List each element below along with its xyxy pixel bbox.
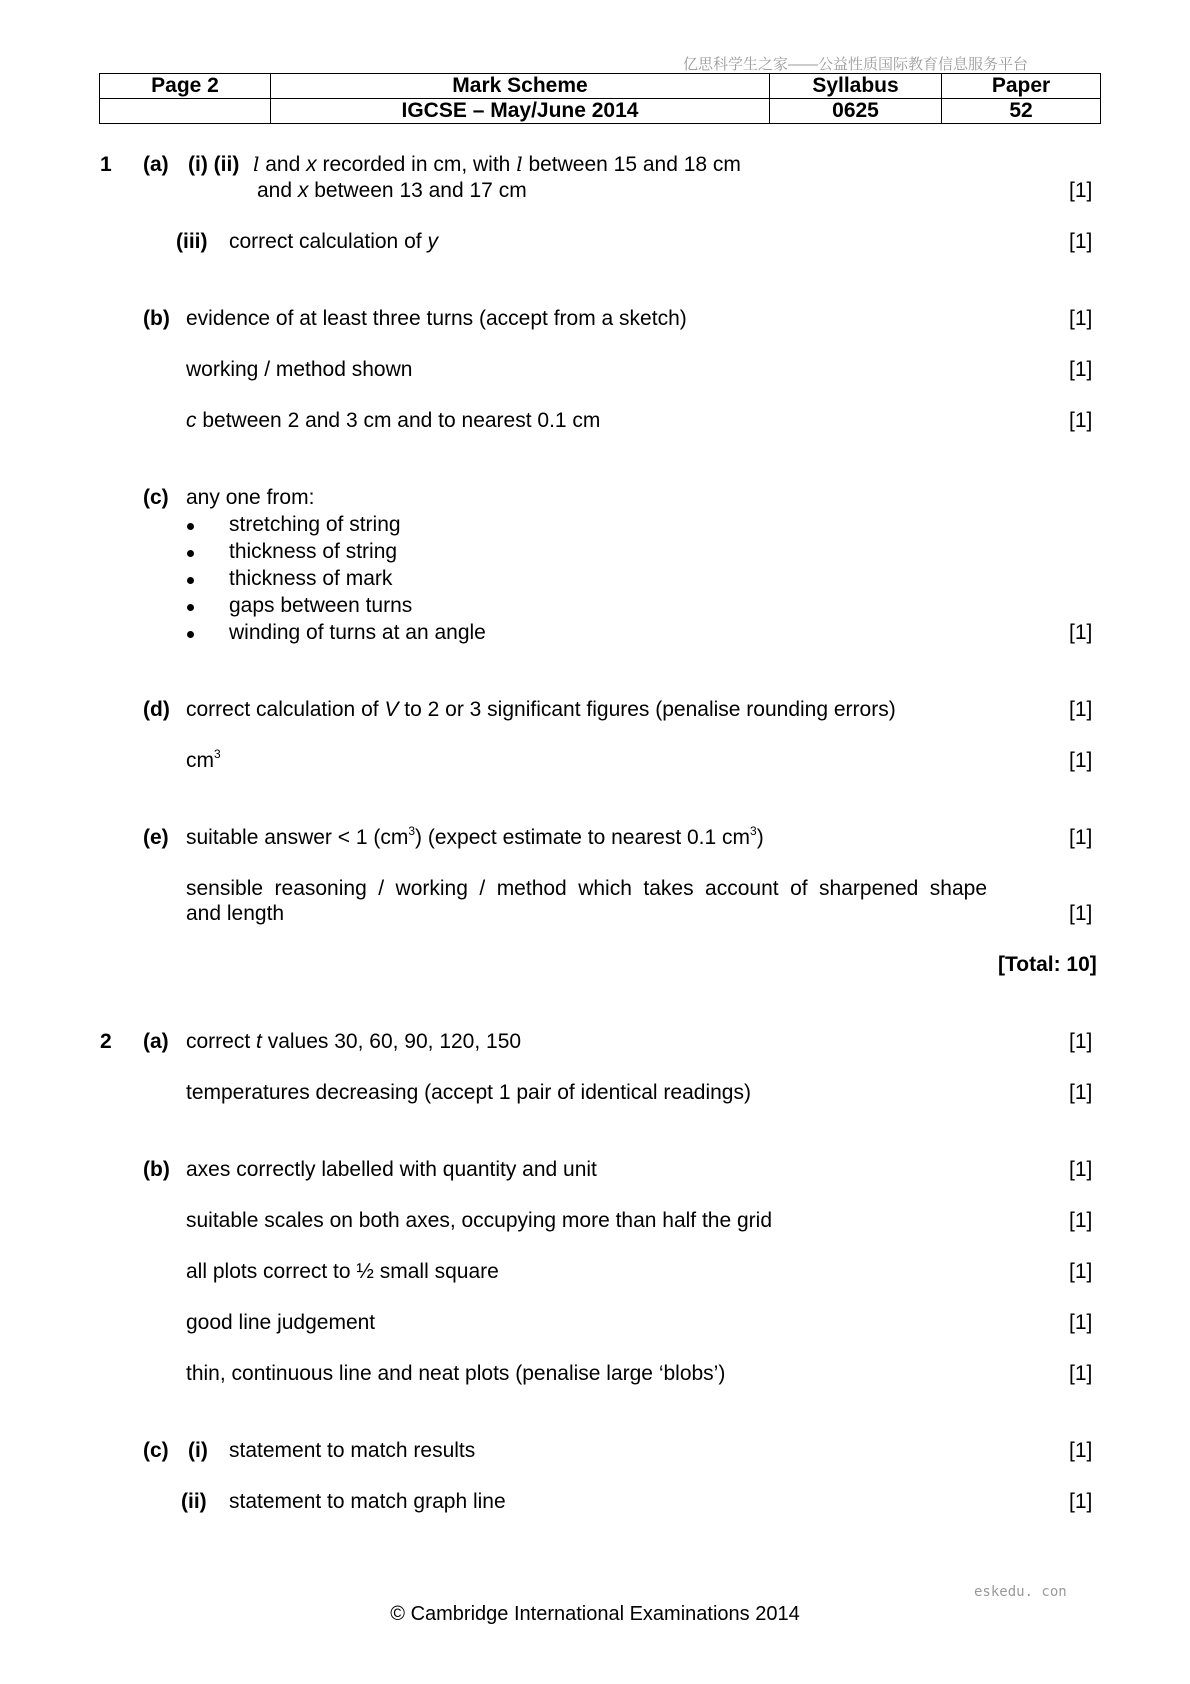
q2c-ii-text: statement to match graph line [229,1490,506,1513]
page-label: Page 2 [100,74,271,99]
text-seg: correct calculation of [229,230,428,253]
q2b-line2: suitable scales on both axes, occupying more than half the grid [186,1209,773,1232]
total-marks: [Total: 10] [998,953,1097,976]
q2c-i-text: statement to match results [229,1439,476,1462]
mark: [1] [1069,749,1093,772]
q1a-i-ii-line2 [257,180,527,201]
mark: [1] [1069,1209,1093,1232]
paper-number: 52 [942,99,1101,124]
text-seg: between 13 and 17 cm [308,179,527,202]
mark: [1] [1069,698,1093,721]
part-a-label: (a) [143,153,169,176]
text-seg: to 2 or 3 significant figures (penalise rounding errors) [398,698,896,721]
part-b-label: (b) [143,307,170,330]
exam-session: IGCSE – May/June 2014 [271,99,770,124]
text-seg: between 15 and 18 cm [522,153,741,176]
var-x: x [297,179,309,202]
mark: [1] [1069,230,1093,253]
var-l: l [516,152,523,176]
var-c: c [186,409,197,432]
part-c-label: (c) [143,1439,169,1462]
header-table [99,73,1101,124]
list-item: thickness of mark [229,567,393,590]
mark: [1] [1069,358,1093,381]
q1e-line2b: and length [186,902,285,925]
text-seg: between 2 and 3 cm and to nearest 0.1 cm [196,409,601,432]
syllabus-label: Syllabus [770,74,942,99]
subpart-i-ii-label: (i) (ii) [188,153,240,176]
var-y: y [427,230,438,253]
superscript: 3 [750,824,757,838]
mark: [1] [1069,1439,1093,1462]
part-a-label: (a) [143,1030,169,1053]
q1b-line2: working / method shown [186,358,413,381]
mark: [1] [1069,1158,1093,1181]
q2a-line1 [186,1031,521,1052]
text-seg: correct [186,1030,257,1053]
subpart-iii-label: (iii) [176,230,208,253]
part-c-label: (c) [143,486,169,509]
q2b-line4: good line judgement [186,1311,376,1334]
mark: [1] [1069,409,1093,432]
q1a-i-ii-line1 [253,154,741,175]
part-e-label: (e) [143,826,169,849]
var-t: t [256,1030,262,1053]
q1d-line2 [186,747,221,772]
text-seg: correct calculation of [186,698,385,721]
var-x: x [306,153,317,176]
list-item: thickness of string [229,540,398,563]
part-d-label: (d) [143,698,170,721]
var-v: V [384,698,399,721]
q2b-line5: thin, continuous line and neat plots (penalise large ‘blobs’) [186,1362,726,1385]
bullet-icon [187,631,194,638]
footer-copyright: © Cambridge International Examinations 2014 [390,1603,800,1625]
watermark-bottom: eskedu. con [974,1584,1067,1600]
text-seg: and [257,179,298,202]
mark: [1] [1069,826,1093,849]
q2a-line2: temperatures decreasing (accept 1 pair of identical readings) [186,1081,751,1104]
watermark-top: 亿思科学生之家——公益性质国际教育信息服务平台 [683,56,1029,73]
q1b-line3 [186,410,600,431]
mark: [1] [1069,1490,1093,1513]
subpart-ii-label: (ii) [181,1490,207,1513]
var-l: l [253,152,260,176]
mark: [1] [1069,1311,1093,1334]
text-seg: ) (expect estimate to nearest 0.1 cm [415,826,751,849]
text-seg: suitable answer < 1 (cm [186,826,409,849]
mark: [1] [1069,902,1093,925]
q2b-line1: axes correctly labelled with quantity and unit [186,1158,597,1181]
q1e-line2a: sensible reasoning / working / method which takes account of sharpened shape [186,877,987,900]
q1c-intro: any one from: [186,486,315,509]
q1a-iii-text [229,231,438,252]
syllabus-code: 0625 [770,99,942,124]
question-number-1: 1 [100,153,112,176]
bullet-icon [187,604,194,611]
doc-title: Mark Scheme [271,74,770,99]
mark: [1] [1069,179,1093,202]
mark: [1] [1069,1030,1093,1053]
text-seg: cm [186,749,214,772]
blank-cell [100,99,271,124]
question-number-2: 2 [100,1030,112,1053]
q2b-line3: all plots correct to ½ small square [186,1260,499,1283]
text-seg: recorded in cm, with [316,153,517,176]
text-seg: ) [756,826,764,849]
mark: [1] [1069,1081,1093,1104]
list-item: winding of turns at an angle [229,621,486,644]
text-seg: values 30, 60, 90, 120, 150 [261,1030,522,1053]
bullet-icon [187,550,194,557]
superscript: 3 [408,824,416,838]
mark: [1] [1069,1362,1093,1385]
q1d-line1 [186,699,896,720]
mark: [1] [1069,1260,1093,1283]
bullet-icon [187,523,194,530]
q1b-line1: evidence of at least three turns (accept from a sketch) [186,307,687,330]
mark: [1] [1069,307,1093,330]
mark: [1] [1069,621,1093,644]
bullet-icon [187,577,194,584]
subpart-i-label: (i) [188,1439,208,1462]
list-item: stretching of string [229,513,401,536]
list-item: gaps between turns [229,594,413,617]
paper-label: Paper [942,74,1101,99]
text-seg: and [259,153,307,176]
superscript: 3 [214,747,221,761]
q1e-line1 [186,824,764,849]
part-b-label: (b) [143,1158,170,1181]
